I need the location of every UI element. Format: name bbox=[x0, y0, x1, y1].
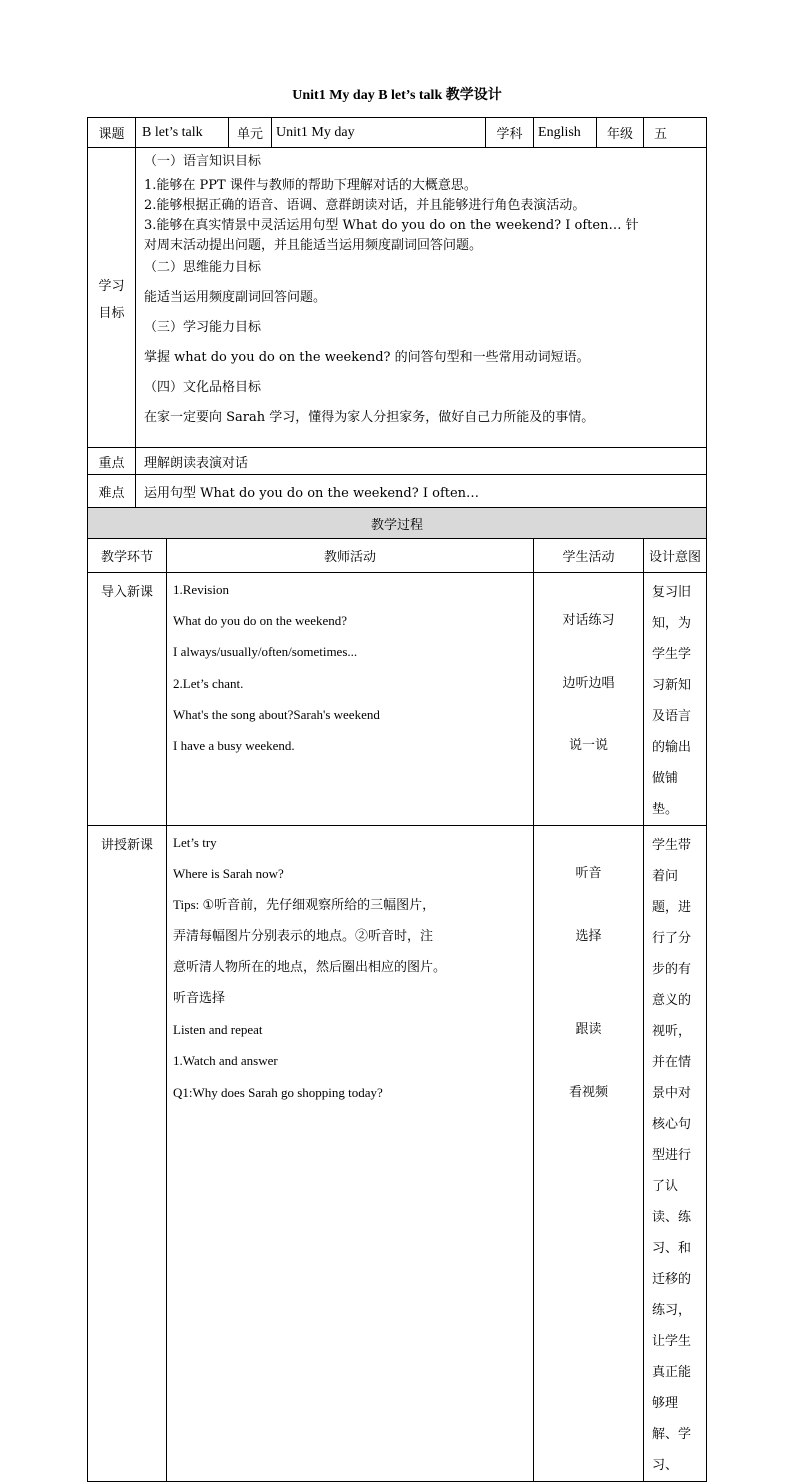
subject-value: English bbox=[534, 118, 597, 148]
goals-label bbox=[88, 148, 136, 448]
unit-value: Unit1 My day bbox=[272, 118, 486, 148]
student-line bbox=[534, 574, 643, 605]
student-line: 选择 bbox=[575, 928, 602, 944]
teacher-cell bbox=[167, 573, 534, 826]
goals-row bbox=[88, 148, 707, 448]
subject-label: 学科 bbox=[486, 118, 534, 148]
goal-section-4-text: 在家一定要向 Sarah 学习，懂得为家人分担家务，做好自己力所能及的事情。 bbox=[144, 410, 595, 425]
col-stage: 教学环节 bbox=[88, 539, 167, 573]
student-line: 听音 bbox=[575, 866, 602, 882]
student-line: 对话练习 bbox=[562, 613, 615, 629]
teacher-line: What's the song about?Sarah's weekend bbox=[173, 706, 380, 722]
topic-label: 课题 bbox=[88, 118, 136, 148]
teacher-line: Listen and repeat bbox=[173, 1022, 263, 1038]
goal-section-4: （四）文化品格目标 bbox=[144, 380, 262, 395]
goals-content bbox=[136, 148, 707, 448]
teacher-line: Let’s try bbox=[173, 835, 217, 850]
goals-label-line2: 目标 bbox=[98, 305, 125, 321]
goal-item-2: 2.能够根据正确的语音、语调、意群朗读对话，并且能够进行角色表演活动。 bbox=[144, 198, 586, 213]
student-line bbox=[534, 827, 643, 858]
intent-cell: 学生带着问题，进行了分步的有意义的视听，并在情景中对核心句型进行了认读、练习、和迁移的练习，让学生真正能够理解、学习、 bbox=[644, 826, 707, 1482]
key-point-label: 重点 bbox=[88, 448, 136, 475]
student-line: 边听边唱 bbox=[562, 675, 615, 691]
process-heading: 教学过程 bbox=[88, 508, 707, 539]
difficulty-label: 难点 bbox=[88, 475, 136, 508]
unit-label: 单元 bbox=[229, 118, 272, 148]
student-line bbox=[534, 1045, 643, 1076]
teacher-line: 听音选择 bbox=[173, 990, 226, 1006]
goal-section-2-text: 能适当运用频度副词回答问题。 bbox=[144, 290, 327, 305]
topic-value: B let’s talk bbox=[136, 118, 229, 148]
teacher-line: 1.Revision bbox=[173, 582, 229, 597]
teacher-line: I have a busy weekend. bbox=[173, 737, 295, 753]
student-line bbox=[534, 983, 643, 1014]
goal-item-3a: 3.能够在真实情景中灵活运用句型 What do you do on the weekend? I often… 针 bbox=[144, 218, 639, 233]
student-line: 说一说 bbox=[569, 737, 609, 753]
teacher-line: What do you do on the weekend? bbox=[173, 613, 348, 629]
col-student: 学生活动 bbox=[534, 539, 644, 573]
teacher-line: Q1:Why does Sarah go shopping today? bbox=[173, 1084, 383, 1100]
stage-cell: 讲授新课 bbox=[88, 826, 167, 1482]
intent-cell: 复习旧知，为学生学习新知及语言的输出做铺垫。 bbox=[644, 573, 707, 826]
difficulty-value: 运用句型 What do you do on the weekend? I often… bbox=[136, 475, 707, 508]
student-line bbox=[534, 636, 643, 667]
teacher-line: I always/usually/often/sometimes... bbox=[173, 644, 358, 660]
process-column-headers bbox=[88, 539, 707, 573]
process-heading-row bbox=[88, 508, 707, 539]
stage-cell: 导入新课 bbox=[88, 573, 167, 826]
student-line bbox=[534, 952, 643, 983]
lesson-plan-table bbox=[87, 117, 707, 1482]
process-row-intro bbox=[88, 573, 707, 826]
goal-item-1: 1.能够在 PPT 课件与教师的帮助下理解对话的大概意思。 bbox=[144, 178, 477, 193]
document-title: Unit1 My day B let’s talk 教学设计 bbox=[292, 88, 502, 103]
student-line: 跟读 bbox=[575, 1022, 602, 1038]
col-intent: 设计意图 bbox=[644, 539, 707, 573]
grade-value: 五 bbox=[644, 118, 707, 148]
student-line bbox=[534, 889, 643, 920]
goal-section-2: （二）思维能力目标 bbox=[144, 260, 262, 275]
lesson-plan bbox=[87, 117, 706, 1482]
student-line bbox=[534, 699, 643, 730]
teacher-cell bbox=[167, 826, 534, 1482]
goal-section-3-text: 掌握 what do you do on the weekend? 的问答句型和一些常用动词短语。 bbox=[144, 350, 590, 365]
goals-label-line1: 学习 bbox=[98, 278, 125, 294]
grade-label: 年级 bbox=[597, 118, 644, 148]
student-line: 看视频 bbox=[569, 1084, 609, 1100]
teacher-line: 意听清人物所在的地点，然后圈出相应的图片。 bbox=[173, 959, 447, 975]
key-point-value: 理解朗读表演对话 bbox=[136, 448, 707, 475]
teacher-line: 弄清每幅图片分别表示的地点。②听音时，注 bbox=[173, 928, 434, 944]
process-row-new bbox=[88, 826, 707, 1482]
key-point-row bbox=[88, 448, 707, 475]
teacher-line: 1.Watch and answer bbox=[173, 1053, 278, 1069]
teacher-line: Where is Sarah now? bbox=[173, 866, 284, 882]
student-cell bbox=[534, 573, 644, 826]
difficulty-row bbox=[88, 475, 707, 508]
goal-section-3: （三）学习能力目标 bbox=[144, 320, 262, 335]
goal-section-1: （一）语言知识目标 bbox=[144, 154, 262, 169]
header-row bbox=[88, 118, 707, 148]
student-cell bbox=[534, 826, 644, 1482]
goal-item-3b: 对周末活动提出问题，并且能适当运用频度副词回答问题。 bbox=[144, 238, 483, 253]
teacher-line: Tips: ①听音前，先仔细观察所给的三幅图片， bbox=[173, 897, 436, 913]
teacher-line: 2.Let’s chant. bbox=[173, 675, 244, 691]
col-teacher: 教师活动 bbox=[167, 539, 534, 573]
